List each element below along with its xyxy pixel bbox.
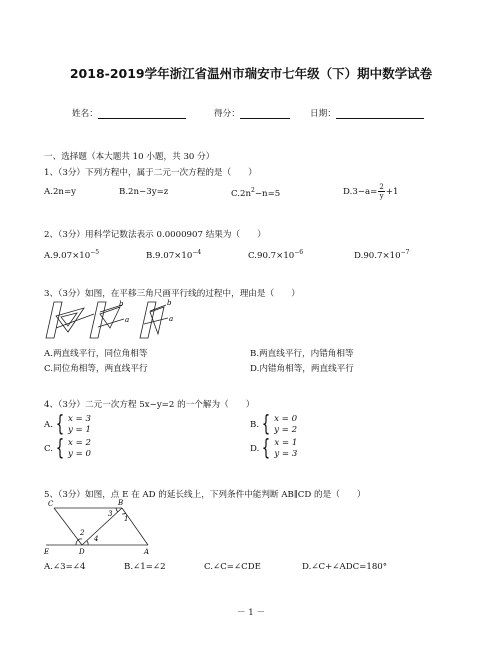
label-3: 3: [108, 510, 113, 518]
q4-b-eq1: x = 0: [274, 414, 298, 424]
arc-2: [78, 539, 82, 540]
q4-c-eq2: y = 0: [68, 449, 92, 459]
label-4: 4: [94, 535, 99, 543]
q3-option-a[interactable]: A.两直线平行，同位角相等: [44, 349, 148, 359]
brace-icon: {: [262, 436, 271, 461]
ruler-1: [46, 302, 62, 338]
q1-d-rest: +1: [385, 187, 399, 197]
q4-option-a[interactable]: [44, 414, 91, 436]
q1-d-numerator: 2: [379, 183, 384, 191]
page-title: 2018-2019学年浙江省温州市瑞安市七年级（下）期中数学试卷: [69, 66, 433, 81]
q5-option-c[interactable]: C.∠C=∠CDE: [204, 562, 261, 572]
name-label: 姓名：: [72, 109, 98, 119]
date-blank[interactable]: [336, 109, 424, 119]
q3-stem: 3、（3分）如图，在平移三角尺画平行线的过程中，理由是（ ）: [44, 289, 300, 299]
q4-b-label: B.: [250, 420, 260, 430]
brace-icon: {: [261, 412, 271, 437]
line-a-3: [144, 318, 168, 324]
fig-label-a-1: a: [125, 316, 130, 324]
brace-icon: {: [55, 412, 65, 437]
q4-d-label: D.: [250, 444, 260, 454]
q3-option-d[interactable]: D.内错角相等，两直线平行: [250, 364, 354, 374]
q1-option-d[interactable]: [343, 183, 398, 200]
arc-1: [122, 513, 126, 514]
label-d: D: [79, 548, 85, 556]
q1-option-a[interactable]: A.2n=y: [44, 187, 76, 197]
q2-c-text: C.90.7×10: [248, 251, 295, 261]
label-c: C: [48, 500, 54, 508]
q4-d-eq2: y = 3: [274, 449, 298, 459]
section-heading: 一、选择题（本大题共 10 小题，共 30 分）: [44, 152, 215, 162]
q1-c-text: C.2n: [231, 189, 252, 199]
label-2: 2: [80, 529, 85, 537]
q1-c-rest: −n=5: [254, 189, 281, 199]
q1-option-c[interactable]: [231, 187, 280, 199]
q4-a-label: A.: [44, 420, 53, 430]
q2-option-d[interactable]: [354, 249, 409, 261]
q1-stem: 1、（3分）下列方程中，属于二元一次方程的是（ ）: [44, 168, 257, 178]
label-e: E: [44, 548, 50, 556]
name-field[interactable]: [72, 107, 186, 119]
q2-d-text: D.90.7×10: [354, 251, 401, 261]
label-a: A: [144, 548, 150, 556]
q5-figure: [44, 496, 160, 558]
triangle-2: [100, 307, 120, 328]
line-bd: [82, 508, 122, 545]
q1-d-denominator: y: [379, 192, 384, 200]
arc-3: [116, 508, 118, 512]
score-field[interactable]: [214, 107, 290, 119]
q5-option-d[interactable]: D.∠C+∠ADC=180°: [302, 562, 388, 572]
arc-4: [87, 541, 88, 545]
q5-option-b[interactable]: B.∠1=∠2: [124, 562, 166, 572]
ruler-3: [140, 302, 156, 338]
q2-option-c[interactable]: [248, 249, 303, 261]
q2-c-exponent: −6: [294, 249, 304, 256]
q2-option-a[interactable]: [44, 249, 99, 261]
q4-option-c[interactable]: [44, 438, 91, 460]
ruler-2: [90, 302, 106, 338]
date-field[interactable]: [310, 107, 424, 119]
label-b: B: [118, 499, 124, 507]
q4-stem: 4、（3分）二元一次方程 5x−y=2 的一个解为（ ）: [44, 400, 255, 410]
line-cd: [54, 508, 82, 545]
q4-a-eq2: y = 1: [67, 425, 91, 435]
q4-b-eq2: y = 2: [274, 425, 298, 435]
q4-c-label: C.: [44, 444, 54, 454]
q4-option-d[interactable]: [250, 438, 297, 460]
date-label: 日期：: [310, 109, 336, 119]
label-1: 1: [124, 515, 129, 523]
name-blank[interactable]: [98, 109, 186, 119]
fig-label-b-2: b: [167, 299, 172, 307]
q4-d-eq1: x = 1: [274, 438, 298, 448]
q2-b-exponent: −4: [192, 249, 202, 256]
line-ba: [122, 508, 148, 545]
score-label: 得分：: [214, 109, 240, 119]
q4-a-eq1: x = 3: [67, 414, 91, 424]
brace-icon: {: [55, 436, 65, 461]
score-blank[interactable]: [240, 109, 290, 119]
triangle-1-inner: [61, 313, 77, 326]
q2-stem: 2、（3分）用科学记数法表示 0.0000907 结果为（ ）: [44, 230, 266, 240]
q1-option-b[interactable]: B.2n−3y=z: [119, 187, 169, 197]
q2-a-text: A.9.07×10: [44, 251, 91, 261]
q4-option-b[interactable]: [250, 414, 297, 436]
q2-d-exponent: −7: [400, 249, 410, 256]
q1-d-fraction: [378, 183, 384, 200]
q2-b-text: B.9.07×10: [146, 251, 193, 261]
q1-c-exponent: 2: [251, 187, 255, 194]
fig-label-b-1: b: [119, 300, 124, 308]
q2-a-exponent: −5: [90, 249, 100, 256]
q3-option-b[interactable]: B.两直线平行，内错角相等: [250, 349, 354, 359]
q4-c-eq1: x = 2: [68, 438, 91, 448]
fig-label-a-2: a: [169, 315, 174, 323]
q5-option-a[interactable]: A.∠3=∠4: [44, 562, 86, 572]
q5-stem: 5、（3分）如图，点 E 在 AD 的延长线上，下列条件中能判断 AB∥CD 的是（ ）: [44, 490, 366, 500]
arc-cde: [76, 540, 78, 545]
q1-d-text: D.3−a=: [343, 187, 378, 197]
q3-figure: [44, 298, 184, 340]
q2-option-b[interactable]: [146, 249, 201, 261]
q3-option-c[interactable]: C.同位角相等，两直线平行: [44, 364, 148, 374]
page-number: － 1 －: [236, 608, 266, 618]
